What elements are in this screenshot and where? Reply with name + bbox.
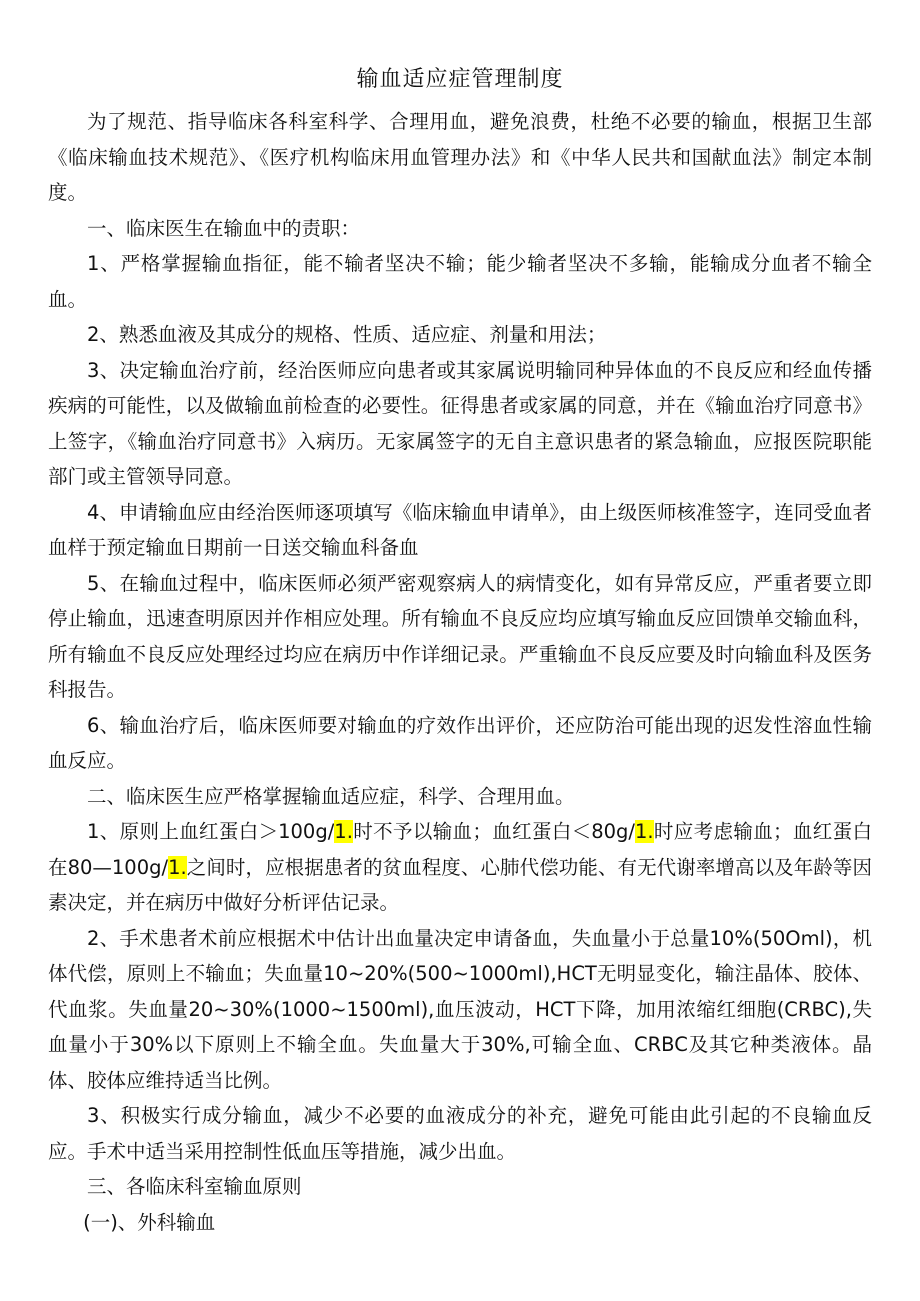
highlight-mark: 1. bbox=[634, 820, 654, 843]
paragraph-1-6: 6、输血治疗后，临床医师要对输血的疗效作出评价，还应防治可能出现的迟发性溶血性输血反应。 bbox=[48, 713, 872, 772]
paragraph-1-1: 1、严格掌握输血指征，能不输者坚决不输；能少输者坚决不多输，能输成分血者不输全血。 bbox=[48, 252, 872, 311]
paragraph-2-2: 2、手术患者术前应根据术中估计出血量决定申请备血，失血量小于总量10%(50Oml)，机体代偿，原则上不输血；失血量10~20%(500~1000ml),HCT无明显变化，输注晶体、胶体、代血浆。失血量20~30%(1000~1500ml),血压波动，HCT下降，加用浓缩红细胞(CRBC),失血量小于30%以下原则上不输全血。失血量大于30%,可输全血、CRBC及其它种类液体。晶体、胶体应维持适当比例。 bbox=[48, 926, 872, 1092]
section-heading-2: 二、临床医生应严格掌握输血适应症，科学、合理用血。 bbox=[87, 784, 575, 808]
paragraph-2-3: 3、积极实行成分输血，减少不必要的血液成分的补充，避免可能由此引起的不良输血反应。手术中适当采用控制性低血压等措施，减少出血。 bbox=[48, 1104, 872, 1163]
highlight-mark: 1. bbox=[168, 855, 187, 879]
section-heading-3: 三、各临床科室输血原则 bbox=[87, 1175, 302, 1198]
highlight-mark: 1. bbox=[334, 820, 353, 843]
hb-text-part4: 之间时，应根据患者的贫血程度、心肺代偿功能、有无代谢率增高以及年龄等因素决定，并在病历中做好分析评估记录。 bbox=[48, 855, 872, 914]
paragraph-1-3: 3、决定输血治疗前，经治医师应向患者或其家属说明输同种异体血的不良反应和经血传播疾病的可能性，以及做输血前检查的必要性。征得患者或家属的同意，并在《输血治疗同意书》上签字，《输血治疗同意书》入病历。无家属签字的无自主意识患者的紧急输血，应报医院职能部门或主管领导同意。 bbox=[48, 358, 872, 488]
hb-text-part3: 时应考虑输血；血红蛋白在80—100g/ bbox=[48, 820, 872, 879]
section-heading-1: 一、临床医生在输血中的责职： bbox=[87, 216, 361, 240]
paragraph-2-1 bbox=[48, 814, 872, 921]
hb-text-part2: 时不予以输血；血红蛋白＜80g/ bbox=[352, 820, 635, 843]
document-title: 输血适应症管理制度 bbox=[356, 67, 564, 92]
paragraph-intro: 为了规范、指导临床各科室科学、合理用血，避免浪费，杜绝不必要的输血，根据卫生部《临床输血技术规范》、《医疗机构临床用血管理办法》和《中华人民共和国献血法》制定本制度。 bbox=[48, 110, 872, 204]
paragraph-1-2: 2、熟悉血液及其成分的规格、性质、适应症、剂量和用法； bbox=[87, 323, 607, 346]
paragraph-1-4: 4、申请输血应由经治医师逐项填写《临床输血申请单》，由上级医师核准签字，连同受血者血样于预定输血日期前一日送交输血科备血 bbox=[48, 500, 872, 559]
paragraph-1-5: 5、在输血过程中，临床医师必须严密观察病人的病情变化，如有异常反应，严重者要立即停止输血，迅速查明原因并作相应处理。所有输血不良反应均应填写输血反应回馈单交输血科，所有输血不良反应处理经过均应在病历中作详细记录。严重输血不良反应要及时向输血科及医务科报告。 bbox=[48, 571, 872, 701]
hb-text-part1: 1、原则上血红蛋白＞100g/ bbox=[87, 820, 335, 843]
subheading-surgery: (一)、外科输血 bbox=[83, 1210, 216, 1234]
